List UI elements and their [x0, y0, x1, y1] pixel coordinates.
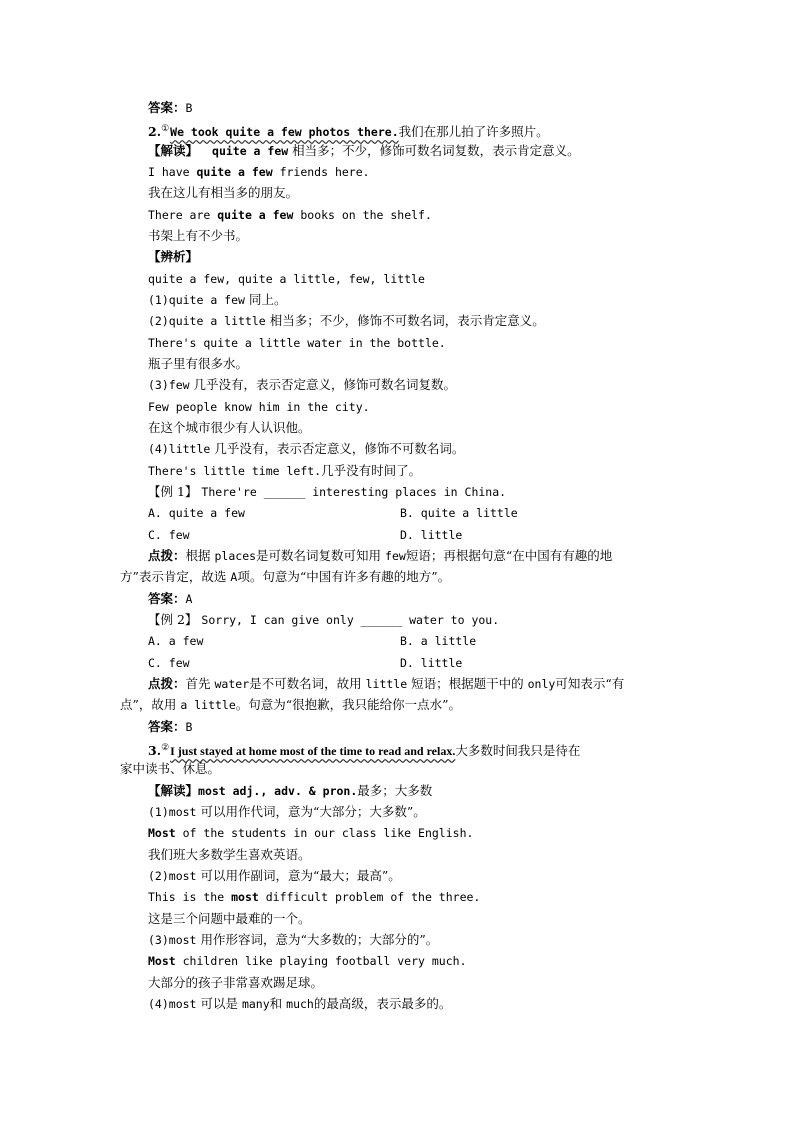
- text-segment: most adj., adv. & pron.: [198, 784, 358, 798]
- hint-label: 点拨：: [148, 676, 186, 691]
- example-1-options-ab: [148, 503, 518, 523]
- question-text: Sorry, I can give only ______ water to you.: [201, 613, 500, 627]
- phrase: quite a little: [168, 314, 266, 328]
- hint-line-2: [120, 695, 461, 715]
- text-segment: There are: [148, 208, 218, 222]
- hint-label: 点拨：: [148, 548, 186, 563]
- bold-phrase: Most: [148, 954, 176, 968]
- answer-label: 答案：: [148, 719, 186, 734]
- interpretation-line: [148, 141, 580, 161]
- text-segment: 。句意为“很抱歉，我只能给你一点水”。: [235, 697, 462, 712]
- example-label: 【例 1】: [148, 484, 198, 499]
- text-segment: There's little time left.: [148, 464, 322, 478]
- text-segment: 项。句意为“中国有许多有趣的地方”。: [237, 569, 451, 584]
- text-segment: 和: [269, 996, 287, 1011]
- option-b: B. a little: [400, 634, 477, 648]
- example-2-options-cd: [148, 653, 463, 673]
- analysis-item-3: [148, 375, 456, 395]
- phrase: quite a few: [168, 293, 245, 307]
- text-segment: much: [286, 997, 314, 1011]
- interpretation-line: [148, 781, 432, 801]
- text-segment: little: [365, 677, 408, 691]
- item-number: (1): [148, 805, 169, 819]
- item-number: 2.: [148, 124, 162, 140]
- text-segment: 几乎没有，表示否定意义，修饰可数名词复数。: [193, 377, 457, 392]
- text-segment: 我在这儿有相当多的朋友。: [148, 185, 299, 200]
- item-number: (2): [148, 869, 169, 883]
- interpretation-label: 【解读】: [148, 143, 199, 158]
- text-segment: 【辨析】: [148, 249, 199, 264]
- option-a: A. quite a few: [148, 506, 245, 520]
- option-c: C. few: [148, 656, 190, 670]
- option-d: D. little: [400, 528, 463, 542]
- text-segment: 书架上有不少书。: [148, 228, 249, 243]
- analysis-item-1: [148, 290, 286, 310]
- text-segment: 用作形容词，意为“大多数的；大部分的”。: [200, 932, 439, 947]
- text-segment: 根据: [185, 548, 215, 563]
- text-segment: most: [168, 869, 197, 883]
- option-c: C. few: [148, 528, 190, 542]
- usage-item-1: [148, 802, 426, 822]
- analysis-item-4: [148, 439, 464, 459]
- example-english: [148, 887, 480, 907]
- text-segment: 家中读书、休息。: [120, 761, 221, 776]
- text-segment: places: [214, 549, 257, 563]
- answer-line: [148, 717, 192, 737]
- answer-label: 答案：: [148, 591, 186, 606]
- example-chinese: [148, 418, 311, 438]
- text-segment: 相当多；不少，修饰不可数名词，表示肯定意义。: [269, 313, 545, 328]
- example-mixed: [148, 461, 421, 481]
- sentence-translation: 我们在那儿拍了许多照片。: [398, 124, 549, 140]
- answer-line: [148, 589, 192, 609]
- usage-item-3: [148, 930, 438, 950]
- example-chinese: [148, 845, 311, 865]
- text-segment: 大部分的孩子非常喜欢踢足球。: [148, 975, 324, 990]
- usage-item-2: [148, 866, 401, 886]
- text-segment: 最多；大多数: [357, 783, 433, 798]
- example-english: [148, 823, 473, 843]
- bold-phrase: quite a few: [217, 208, 294, 222]
- text-segment: children like playing football very much.: [175, 954, 467, 968]
- text-segment: only: [527, 677, 556, 691]
- analysis-label: [148, 247, 198, 267]
- example-chinese: [148, 973, 323, 993]
- item-number: 3.: [148, 743, 162, 759]
- bold-phrase: Most: [148, 826, 176, 840]
- example-label: 【例 2】: [148, 612, 198, 627]
- text-segment: 同上。: [248, 292, 287, 307]
- text-segment: difficult problem of the three.: [258, 890, 481, 904]
- bold-phrase: most: [231, 890, 259, 904]
- example-sentence-3: [148, 738, 580, 758]
- option-d: D. little: [400, 656, 463, 670]
- text-segment: most: [168, 997, 197, 1011]
- text-segment: 首先: [185, 676, 215, 691]
- text-segment: There's quite a little water in the bottle.: [148, 336, 446, 350]
- text-segment: A: [230, 570, 238, 584]
- text-segment: many: [241, 997, 270, 1011]
- key-sentence: I just stayed at home most of the time to read and relax.: [170, 744, 456, 759]
- interpretation-label: 【解读】: [148, 783, 199, 798]
- example-english: [148, 333, 446, 353]
- hint-line-1: [148, 674, 624, 694]
- text-segment: 可知表示“有: [555, 676, 625, 691]
- text-segment: quite a few, quite a little, few, little: [148, 272, 425, 286]
- text-segment: 方”表示肯定，故选: [120, 569, 231, 584]
- text-segment: 短语；再根据句意“在中国有有趣的地: [405, 548, 613, 563]
- question-text: There're ______ interesting places in China.: [201, 485, 507, 499]
- item-number: (4): [148, 442, 169, 456]
- answer-label: 答案：: [148, 100, 186, 115]
- text-segment: water: [214, 677, 250, 691]
- usage-item-4: [148, 994, 451, 1014]
- example-english: [148, 205, 432, 225]
- text-segment: Few people know him in the city.: [148, 400, 370, 414]
- text-segment: 短语；根据题干中的: [407, 676, 528, 691]
- item-number: (3): [148, 933, 169, 947]
- example-2-question: [148, 610, 499, 630]
- text-segment: 在这个城市很少有人认识他。: [148, 420, 311, 435]
- text-segment: 是可数名词复数可知用: [256, 548, 386, 563]
- example-1-question: [148, 482, 506, 502]
- hint-line-2: [120, 567, 450, 587]
- answer-value: B: [185, 101, 193, 115]
- option-b: B. quite a little: [400, 506, 518, 520]
- example-2-options-ab: [148, 631, 477, 651]
- text-segment: 的最高级，表示最多的。: [313, 996, 452, 1011]
- sentence-translation: 大多数时间我只是待在: [455, 743, 581, 759]
- key-sentence: We took quite a few photos there.: [170, 125, 399, 140]
- sentence-translation-cont: [120, 759, 220, 779]
- phrase: few: [168, 378, 190, 392]
- example-chinese: [148, 909, 311, 929]
- example-english: [148, 397, 370, 417]
- text-segment: most: [168, 805, 197, 819]
- item-number: (1): [148, 293, 169, 307]
- analysis-item-2: [148, 311, 545, 331]
- example-sentence-2: [148, 119, 549, 139]
- text-segment: I have: [148, 165, 197, 179]
- item-number: (2): [148, 314, 169, 328]
- text-segment: of the students in our class like English.: [175, 826, 474, 840]
- text-segment: friends here.: [272, 165, 370, 179]
- key-phrase: quite a few: [212, 144, 289, 158]
- circled-number: ②: [161, 743, 170, 753]
- text-segment: 点”，故用: [120, 697, 181, 712]
- example-english: [148, 162, 370, 182]
- item-number: (4): [148, 997, 169, 1011]
- answer-line: [148, 98, 192, 118]
- text-segment: 是不可数名词，故用: [249, 676, 366, 691]
- option-a: A. a few: [148, 634, 204, 648]
- text-segment: 几乎没有时间了。: [321, 463, 422, 478]
- example-chinese: [148, 354, 248, 374]
- hint-line-1: [148, 546, 612, 566]
- text-segment: 几乎没有，表示否定意义，修饰不可数名词。: [214, 441, 465, 456]
- text-segment: This is the: [148, 890, 232, 904]
- example-chinese: [148, 183, 298, 203]
- text-segment: 瓶子里有很多水。: [148, 356, 249, 371]
- analysis-phrases: [148, 269, 425, 289]
- text-segment: 这是三个问题中最难的一个。: [148, 911, 311, 926]
- answer-value: B: [185, 720, 193, 734]
- text-segment: books on the shelf.: [293, 208, 432, 222]
- text-segment: 可以是: [200, 996, 242, 1011]
- text-segment: few: [385, 549, 406, 563]
- circled-number: ①: [161, 124, 170, 134]
- item-number: (3): [148, 378, 169, 392]
- phrase: little: [168, 442, 211, 456]
- interpretation-text: 相当多；不少，修饰可数名词复数，表示肯定意义。: [292, 143, 580, 158]
- text-segment: most: [168, 933, 197, 947]
- example-chinese: [148, 226, 248, 246]
- text-segment: a little: [180, 698, 236, 712]
- example-1-options-cd: [148, 525, 463, 545]
- example-english: [148, 951, 467, 971]
- bold-phrase: quite a few: [196, 165, 273, 179]
- text-segment: 可以用作代词，意为“大部分；大多数”。: [200, 804, 426, 819]
- text-segment: 我们班大多数学生喜欢英语。: [148, 847, 311, 862]
- answer-value: A: [185, 592, 193, 606]
- text-segment: 可以用作副词，意为“最大；最高”。: [200, 868, 401, 883]
